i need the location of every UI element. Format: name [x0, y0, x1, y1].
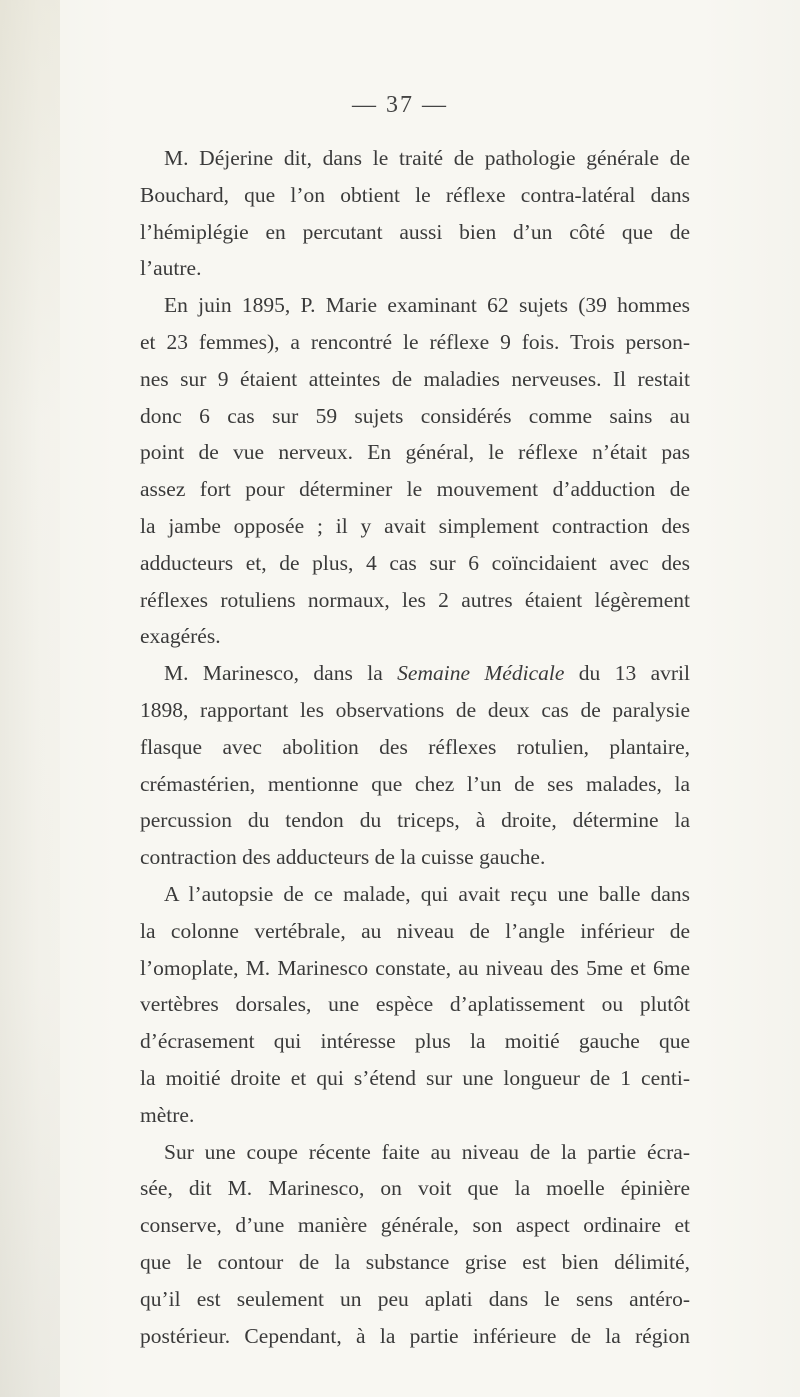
- text-line: donc 6 cas sur 59 sujets considérés comme sains au: [140, 403, 690, 428]
- text-line: d’écrasement qui intéresse plus la moitié gauche que: [140, 1029, 690, 1054]
- text-line: M. Déjerine dit, dans le traité de pathologie générale de: [164, 146, 690, 170]
- text-line: Bouchard, que l’on obtient le réflexe contra-latéral dans: [140, 182, 690, 207]
- text-line: la colonne vertébrale, au niveau de l’angle inférieur de: [140, 918, 690, 943]
- text-line: Sur une coupe récente faite au niveau de la partie écra-: [164, 1139, 690, 1164]
- text-line: crémastérien, mentionne que chez l’un de ses malades, la: [140, 771, 690, 796]
- text-line: la jambe opposée ; il y avait simplement contraction des: [140, 513, 690, 538]
- text-line: sée, dit M. Marinesco, on voit que la moelle épinière: [140, 1176, 690, 1201]
- text-line: postérieur. Cependant, à la partie inférieure de la région: [140, 1323, 690, 1348]
- text-line: adducteurs et, de plus, 4 cas sur 6 coïncidaient avec des: [140, 550, 690, 575]
- text-line: contraction des adducteurs de la cuisse gauche.: [140, 845, 546, 870]
- text-line: réflexes rotuliens normaux, les 2 autres étaient légèrement: [140, 587, 690, 612]
- text-line: vertèbres dorsales, une espèce d’aplatissement ou plutôt: [140, 992, 690, 1017]
- text-line: percussion du tendon du triceps, à droite, détermine la: [140, 808, 690, 833]
- page-number: — 37 —: [352, 92, 448, 118]
- text-line: que le contour de la substance grise est bien délimité,: [140, 1249, 690, 1274]
- text-line: assez fort pour déterminer le mouvement d’adduction de: [140, 477, 690, 502]
- text-line: En juin 1895, P. Marie examinant 62 sujets (39 hommes: [164, 293, 690, 318]
- text-line: 1898, rapportant les observations de deux cas de paralysie: [140, 697, 690, 722]
- text-line: flasque avec abolition des réflexes rotulien, plantaire,: [140, 734, 690, 759]
- text-line: M. Marinesco, dans la Semaine Médicale du 13 avril: [164, 661, 690, 686]
- text-line: A l’autopsie de ce malade, qui avait reçu une balle dans: [164, 881, 690, 906]
- text-line: la moitié droite et qui s’étend sur une longueur de 1 centi-: [140, 1065, 690, 1090]
- text-line: qu’il est seulement un peu aplati dans le sens antéro-: [140, 1286, 690, 1311]
- journal-title: Semaine Médicale: [397, 661, 565, 686]
- text-line: point de vue nerveux. En général, le réflexe n’était pas: [140, 440, 690, 465]
- text-line: et 23 femmes), a rencontré le réflexe 9 fois. Trois person-: [140, 329, 690, 354]
- text-line: l’omoplate, M. Marinesco constate, au niveau des 5me et 6me: [140, 955, 690, 980]
- page-edge-stain: [0, 0, 60, 1397]
- text-line: l’autre.: [140, 256, 202, 281]
- text-line: conserve, d’une manière générale, son aspect ordinaire et: [140, 1213, 690, 1238]
- text-line: mètre.: [140, 1102, 195, 1127]
- text-line: nes sur 9 étaient atteintes de maladies nerveuses. Il restait: [140, 366, 690, 391]
- text-line: l’hémiplégie en percutant aussi bien d’un côté que de: [140, 219, 690, 244]
- text-line: exagérés.: [140, 624, 221, 649]
- body-text: [140, 140, 690, 1354]
